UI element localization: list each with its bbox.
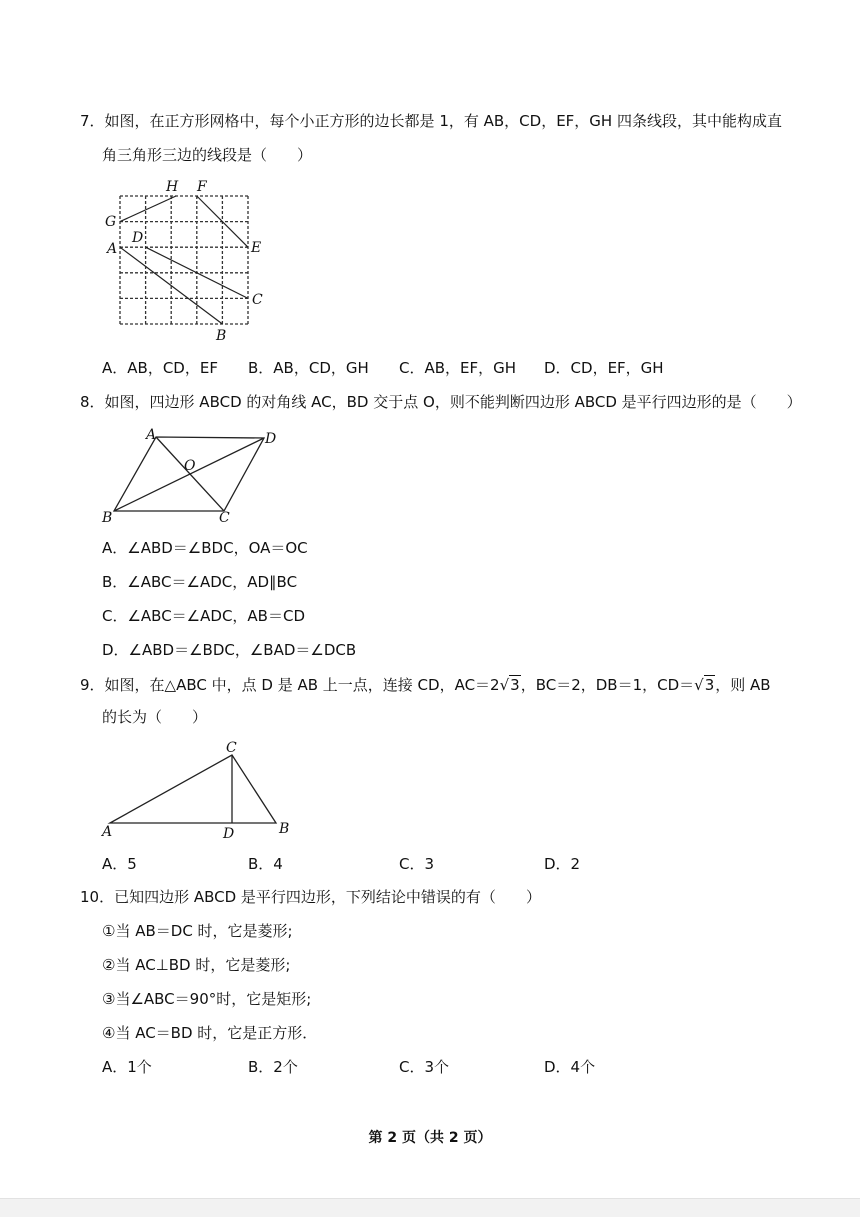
q9-stem-part-c: ，则 AB [715,676,771,694]
label-e: E [251,240,262,256]
q10-item-1: ①当 AB＝DC 时，它是菱形; [102,922,293,940]
label-o: O [184,458,196,474]
label-d: D [223,826,235,842]
q9-option-a: A．5 [102,855,137,873]
q10-option-a: A．1个 [102,1058,152,1076]
q7-option-d: D．CD，EF，GH [544,359,664,377]
label-f: F [197,179,207,195]
q10-item-3: ③当∠ABC＝90°时，它是矩形; [102,990,312,1008]
sqrt-radicand: 3 [704,676,715,694]
q9-stem-line1 [80,675,771,695]
q10-stem: 10．已知四边形 ABCD 是平行四边形，下列结论中错误的有（ ） [80,888,541,906]
q10-item-4: ④当 AC＝BD 时，它是正方形． [102,1024,318,1042]
q9-stem-part-b: ，BC＝2，DB＝1，CD＝ [520,676,695,694]
q8-option-b: B．∠ABC＝∠ADC，AD∥BC [102,573,298,591]
label-a: A [107,241,118,257]
q7-stem-line2: 角三角形三边的线段是（ ） [102,146,313,164]
q9-option-d: D．2 [544,855,581,873]
sqrt-radicand: 3 [510,676,520,694]
segment-gh [120,196,176,222]
q9-triangle-figure [96,738,306,842]
label-c: C [226,740,237,756]
q8-stem: 8．如图，四边形 ABCD 的对角线 AC，BD 交于点 O，则不能判断四边形 ABCD 是平行四边形的是（ ） [80,393,802,411]
page-footer: 第 2 页（共 2 页） [368,1130,492,1146]
label-g: G [105,214,117,230]
label-a: A [102,824,113,840]
label-b: B [279,821,290,837]
q7-option-c: C．AB，EF，GH [399,359,517,377]
q7-option-a: A．AB，CD，EF [102,359,218,377]
q10-option-b: B．2个 [248,1058,298,1076]
q7-grid-figure [100,176,270,346]
label-b: B [216,328,227,344]
label-b: B [102,510,113,526]
q9-stem-line2: 的长为（ ） [102,708,208,726]
sqrt-3-expression: √3 [694,676,715,694]
diagonal-bd [114,438,264,511]
label-d: D [265,431,277,447]
label-a: A [146,427,157,443]
label-d: D [132,230,144,246]
q7-option-b: B．AB，CD，GH [248,359,369,377]
label-c: C [252,292,263,308]
q10-item-2: ②当 AC⊥BD 时，它是菱形; [102,956,291,974]
q8-parallelogram-figure [96,424,296,528]
q8-option-a: A．∠ABD＝∠BDC，OA＝OC [102,539,308,557]
q10-option-c: C．3个 [399,1058,450,1076]
q8-option-d: D．∠ABD＝∠BDC，∠BAD＝∠DCB [102,641,357,659]
label-h: H [166,179,179,195]
triangle-abc [110,755,276,823]
grid-lines [120,196,248,324]
q9-option-c: C．3 [399,855,435,873]
q9-stem-part-a: 9．如图，在△ABC 中，点 D 是 AB 上一点，连接 CD，AC＝2 [80,676,500,694]
q8-option-c: C．∠ABC＝∠ADC，AB＝CD [102,607,305,625]
sqrt-3-expression: √3 [499,676,520,694]
q7-stem-line1: 7．如图，在正方形网格中，每个小正方形的边长都是 1，有 AB，CD，EF，GH 四条线段，其中能构成直 [80,112,782,130]
q10-option-d: D．4个 [544,1058,596,1076]
page-bottom-edge [0,1198,860,1217]
q9-option-b: B．4 [248,855,283,873]
label-c: C [219,510,230,526]
